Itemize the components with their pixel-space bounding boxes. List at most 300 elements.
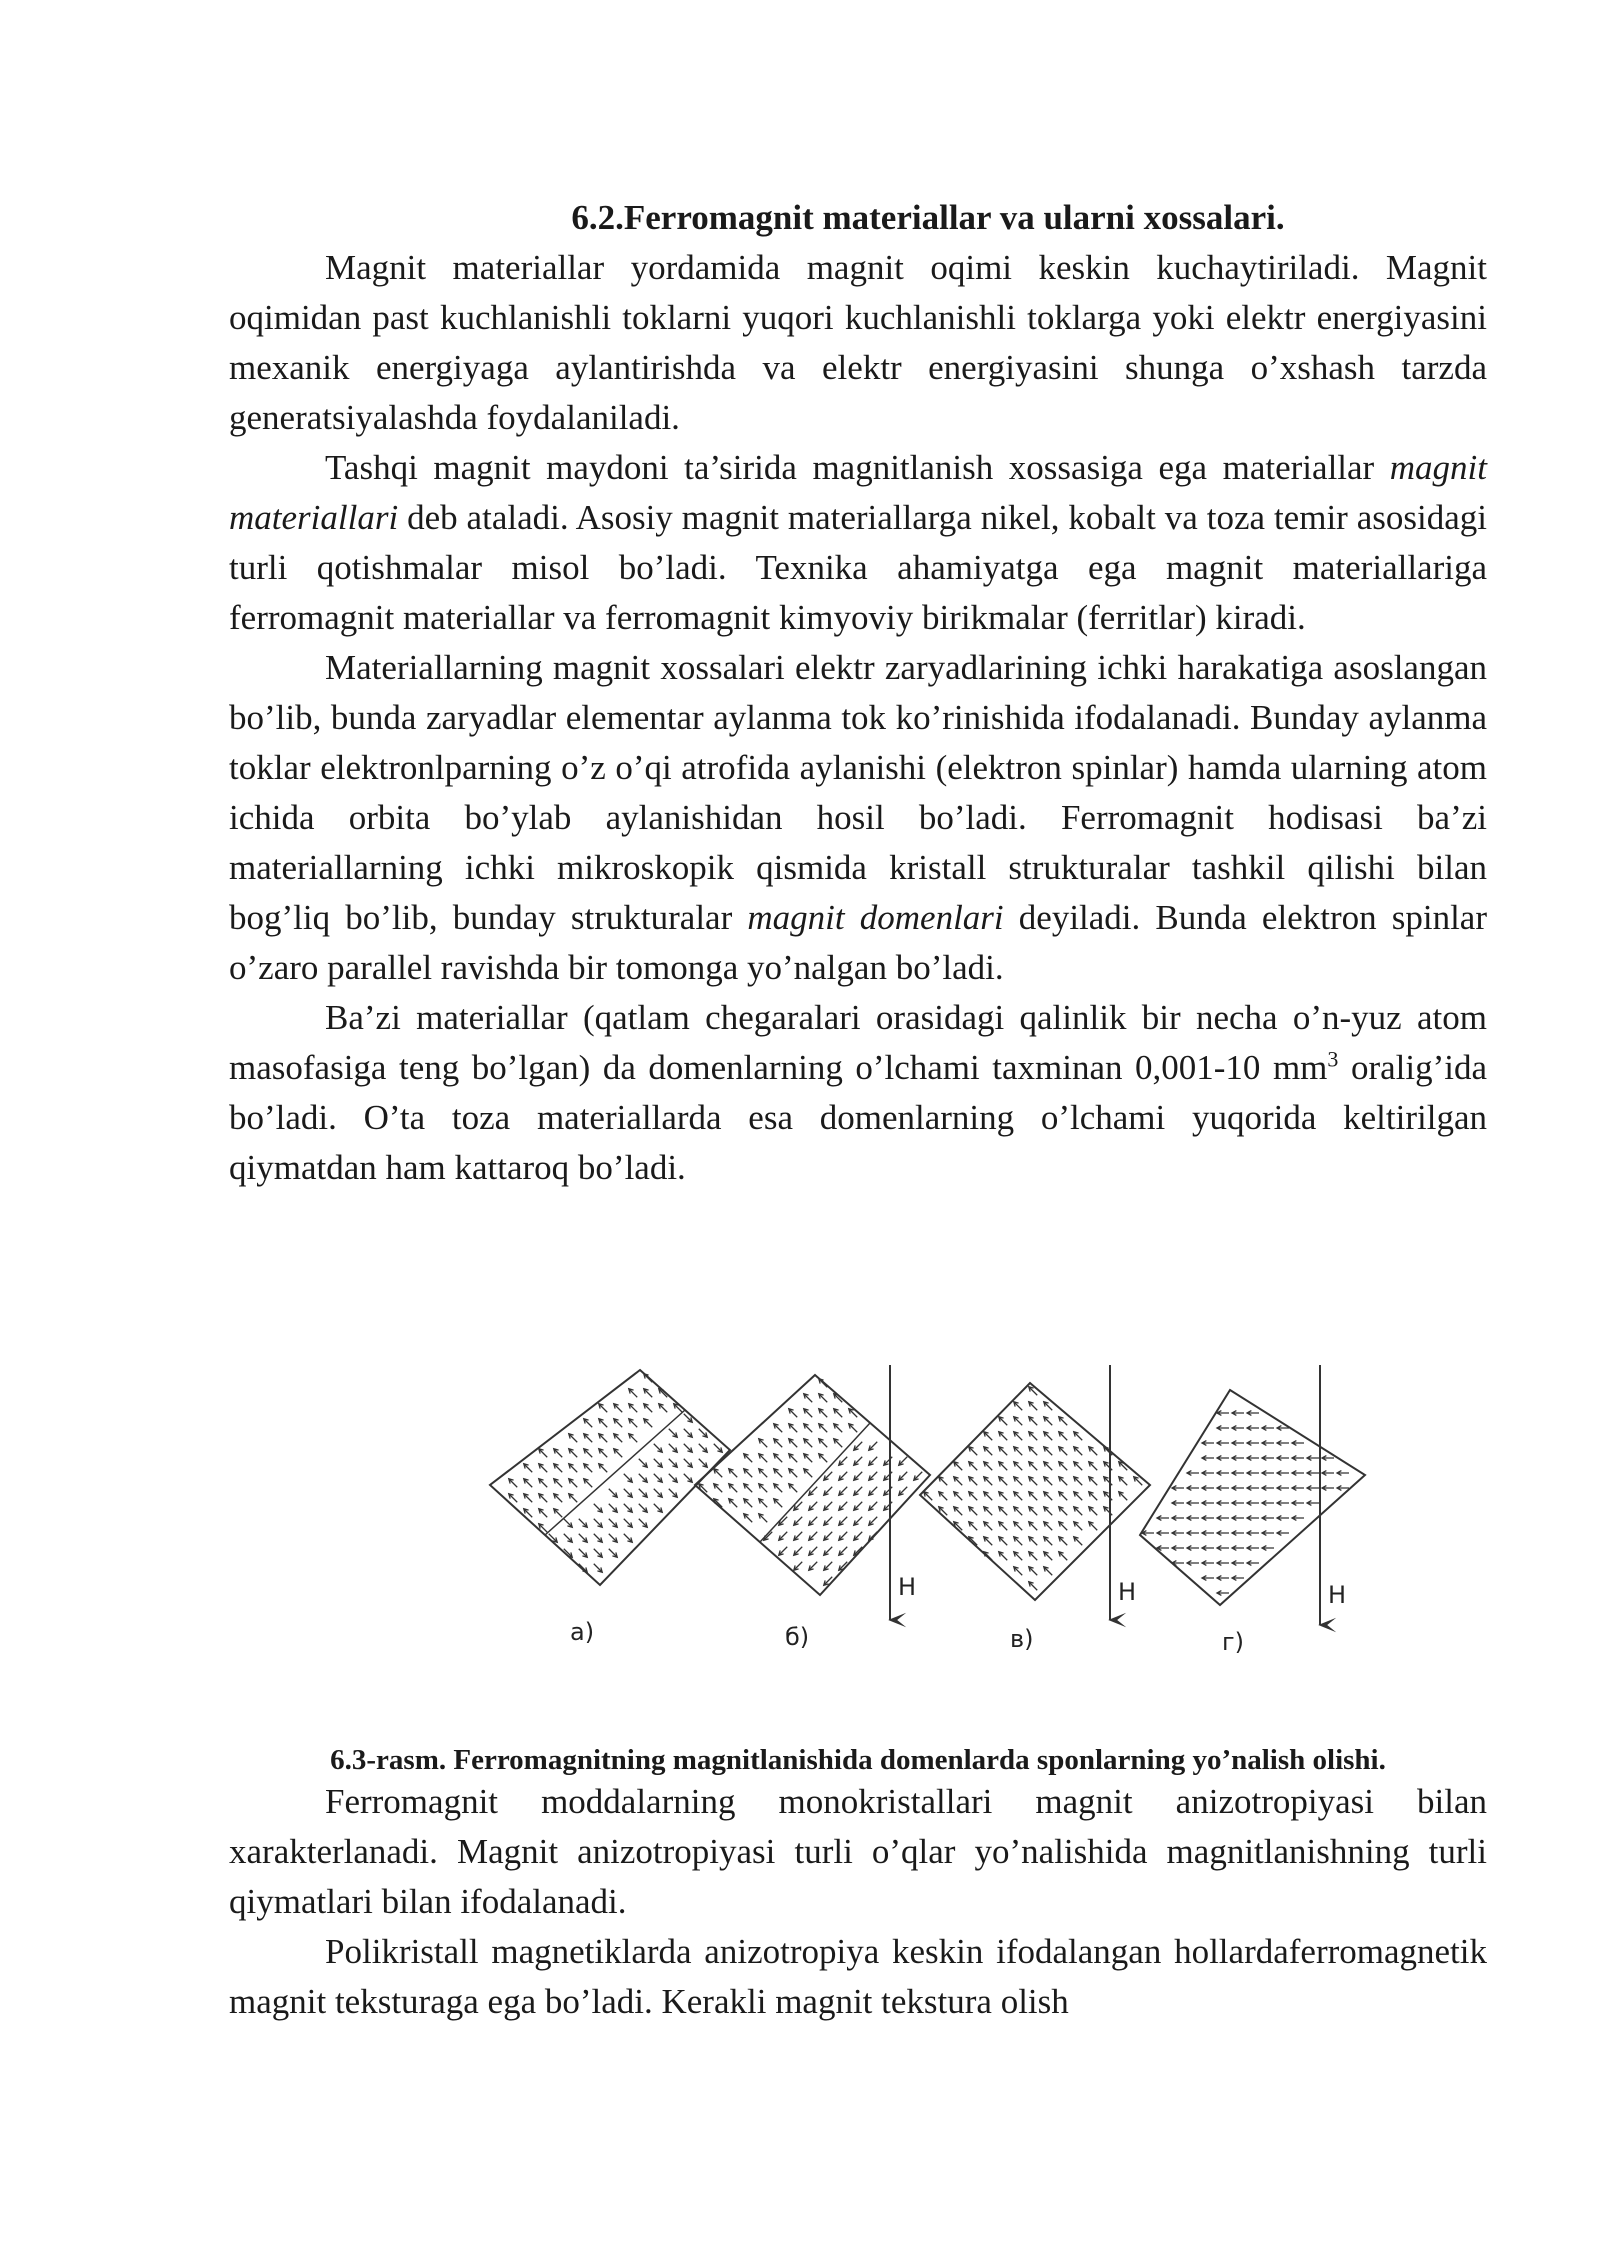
crystal-outline-d: [1140, 1390, 1365, 1605]
spin-arrow: [789, 1484, 797, 1492]
spin-arrow: [744, 1469, 752, 1477]
domain-arrows-d: [1142, 1411, 1349, 1596]
spin-arrow: [869, 1457, 877, 1465]
spin-arrow: [804, 1439, 812, 1447]
spin-arrow: [1187, 1546, 1199, 1551]
spin-arrow: [609, 1519, 617, 1527]
spin-arrow: [1014, 1402, 1022, 1410]
spin-arrow: [1277, 1441, 1289, 1446]
text-block-bottom: [229, 1777, 1487, 2027]
spin-arrow: [1277, 1486, 1289, 1491]
spin-arrow: [1029, 1402, 1037, 1410]
spin-arrow: [1247, 1471, 1259, 1476]
spin-arrow: [579, 1534, 587, 1542]
spin-arrow: [789, 1469, 797, 1477]
spin-arrow: [1029, 1582, 1037, 1590]
spin-arrow: [1074, 1447, 1082, 1455]
spin-arrow: [1044, 1432, 1052, 1440]
spin-arrow: [1029, 1552, 1037, 1560]
spin-arrow: [1277, 1531, 1289, 1536]
spin-arrow: [549, 1534, 557, 1542]
spin-arrow: [594, 1534, 602, 1542]
spin-arrow: [774, 1484, 782, 1492]
spin-arrow: [1277, 1501, 1289, 1506]
spin-arrow: [984, 1432, 992, 1440]
spin-arrow: [1292, 1516, 1304, 1521]
spin-arrow: [1089, 1462, 1097, 1470]
spin-arrow: [1029, 1462, 1037, 1470]
spin-arrow: [1014, 1447, 1022, 1455]
spin-arrow: [524, 1494, 532, 1502]
spin-arrow: [539, 1509, 547, 1517]
spin-arrow: [524, 1479, 532, 1487]
spin-arrow: [999, 1552, 1007, 1560]
spin-arrow: [1172, 1516, 1184, 1521]
spin-arrow: [639, 1474, 647, 1482]
spin-arrow: [824, 1517, 832, 1525]
spin-arrow: [1044, 1417, 1052, 1425]
spin-arrow: [1119, 1492, 1127, 1500]
spin-arrow: [584, 1434, 592, 1442]
spin-arrow: [1217, 1576, 1229, 1581]
text-block-top: [229, 243, 1487, 1193]
spin-arrow: [854, 1502, 862, 1510]
spin-arrow: [824, 1487, 832, 1495]
spin-arrow: [1074, 1492, 1082, 1500]
spin-arrow: [639, 1519, 647, 1527]
spin-arrow: [834, 1409, 842, 1417]
label-b: б): [785, 1623, 810, 1651]
spin-arrow: [1059, 1522, 1067, 1530]
spin-arrow: [1014, 1432, 1022, 1440]
spin-arrow: [669, 1429, 677, 1437]
spin-arrow: [1074, 1432, 1082, 1440]
spin-arrow: [1232, 1546, 1244, 1551]
spin-arrow: [654, 1459, 662, 1467]
spin-arrow: [1014, 1507, 1022, 1515]
spin-arrow: [614, 1419, 622, 1427]
spin-arrow: [584, 1449, 592, 1457]
paragraph-4: [229, 993, 1487, 1193]
spin-arrow: [509, 1494, 517, 1502]
spin-arrow: [804, 1424, 812, 1432]
spin-arrow: [1014, 1567, 1022, 1575]
spin-arrow: [1157, 1516, 1169, 1521]
paragraph-3: [229, 643, 1487, 993]
spin-arrow: [1202, 1531, 1214, 1536]
spin-arrow: [1014, 1417, 1022, 1425]
spin-arrow: [1074, 1507, 1082, 1515]
spin-arrow: [729, 1469, 737, 1477]
spin-arrow: [899, 1487, 907, 1495]
spin-arrow: [554, 1449, 562, 1457]
spin-arrow: [774, 1499, 782, 1507]
spin-arrow: [999, 1432, 1007, 1440]
spin-arrow: [1307, 1456, 1319, 1461]
spin-arrow: [939, 1477, 947, 1485]
spin-arrow: [509, 1479, 517, 1487]
spin-arrow: [1277, 1516, 1289, 1521]
spin-arrow: [1262, 1426, 1274, 1431]
spin-arrow: [554, 1509, 562, 1517]
spin-arrow: [969, 1462, 977, 1470]
spin-arrow: [584, 1479, 592, 1487]
spin-arrow: [1059, 1447, 1067, 1455]
spin-arrow: [1187, 1561, 1199, 1566]
section-heading: 6.2.Ferromagnit materiallar va ularni xossalari.: [571, 198, 1285, 237]
spin-arrow: [539, 1479, 547, 1487]
spin-arrow: [1292, 1471, 1304, 1476]
field-label-c: H: [1118, 1578, 1137, 1606]
spin-arrow: [999, 1507, 1007, 1515]
spin-arrow: [539, 1494, 547, 1502]
spin-arrow: [1172, 1546, 1184, 1551]
spin-arrow: [819, 1409, 827, 1417]
spin-arrow: [1202, 1456, 1214, 1461]
spin-arrow: [1029, 1567, 1037, 1575]
spin-arrow: [839, 1517, 847, 1525]
spin-arrow: [984, 1522, 992, 1530]
spin-arrow: [1044, 1567, 1052, 1575]
field-label-d: H: [1328, 1581, 1347, 1609]
domain-arrows-b1: [699, 1379, 857, 1522]
spin-arrow: [1202, 1516, 1214, 1521]
spin-arrow: [1059, 1432, 1067, 1440]
spin-arrow: [684, 1459, 692, 1467]
spin-arrow: [1247, 1456, 1259, 1461]
domain-arrows-a1: [509, 1374, 682, 1532]
spin-arrow: [579, 1519, 587, 1527]
spin-arrow: [599, 1464, 607, 1472]
spin-arrow: [854, 1487, 862, 1495]
spin-arrow: [1044, 1447, 1052, 1455]
spin-arrow: [554, 1494, 562, 1502]
spin-arrow: [1014, 1552, 1022, 1560]
spin-arrow: [1232, 1426, 1244, 1431]
spin-arrow: [869, 1472, 877, 1480]
spin-arrow: [999, 1492, 1007, 1500]
spin-arrow: [699, 1444, 707, 1452]
spin-arrow: [914, 1472, 922, 1480]
spin-arrow: [1277, 1456, 1289, 1461]
spin-arrow: [599, 1434, 607, 1442]
spin-arrow: [1232, 1516, 1244, 1521]
spin-arrow: [1217, 1561, 1229, 1566]
spin-arrow: [1029, 1492, 1037, 1500]
diagram-c: [920, 1365, 1150, 1653]
spin-arrow: [644, 1389, 652, 1397]
spin-arrow: [1029, 1507, 1037, 1515]
spin-arrow: [624, 1504, 632, 1512]
spin-arrow: [684, 1429, 692, 1437]
spin-arrow: [629, 1434, 637, 1442]
spin-arrow: [1014, 1462, 1022, 1470]
spin-arrow: [824, 1502, 832, 1510]
spin-arrow: [779, 1547, 787, 1555]
domain-arrows-b2: [764, 1442, 922, 1585]
spin-arrow: [564, 1519, 572, 1527]
paragraph-3-end: deyiladi. Bunda elektron spinlar o’zaro parallel ravishda bir tomonga yo’nalgan bo’ladi.: [229, 898, 1487, 987]
spin-arrow: [1119, 1477, 1127, 1485]
spin-arrow: [1044, 1522, 1052, 1530]
spin-arrow: [809, 1532, 817, 1540]
spin-arrow: [1089, 1477, 1097, 1485]
spin-arrow: [1202, 1486, 1214, 1491]
spin-arrow: [759, 1469, 767, 1477]
field-label-b: H: [898, 1573, 917, 1601]
spin-arrow: [869, 1502, 877, 1510]
spin-arrow: [819, 1424, 827, 1432]
spin-arrow: [644, 1374, 652, 1382]
spin-arrow: [869, 1532, 877, 1540]
spin-arrow: [594, 1504, 602, 1512]
spin-arrow: [759, 1454, 767, 1462]
paragraph-2: [229, 443, 1487, 643]
spin-arrow: [819, 1394, 827, 1402]
spin-arrow: [714, 1484, 722, 1492]
spin-arrow: [554, 1479, 562, 1487]
spin-arrow: [1029, 1537, 1037, 1545]
spin-arrow: [714, 1469, 722, 1477]
spin-arrow: [984, 1552, 992, 1560]
spin-arrow: [834, 1424, 842, 1432]
spin-arrow: [1014, 1537, 1022, 1545]
spin-arrow: [1322, 1456, 1334, 1461]
diagram-a: [490, 1370, 730, 1646]
spin-arrow: [969, 1477, 977, 1485]
spin-arrow: [1059, 1537, 1067, 1545]
spin-arrow: [954, 1492, 962, 1500]
spin-arrow: [594, 1549, 602, 1557]
spin-arrow: [609, 1489, 617, 1497]
spin-arrow: [1059, 1477, 1067, 1485]
spin-arrow: [1202, 1501, 1214, 1506]
spin-arrow: [1292, 1456, 1304, 1461]
spin-arrow: [744, 1514, 752, 1522]
spin-arrow: [824, 1547, 832, 1555]
spin-arrow: [839, 1547, 847, 1555]
spin-arrow: [699, 1459, 707, 1467]
label-d: г): [1222, 1628, 1244, 1656]
spin-arrow: [999, 1537, 1007, 1545]
spin-arrow: [584, 1464, 592, 1472]
spin-arrow: [1217, 1486, 1229, 1491]
spin-arrow: [794, 1562, 802, 1570]
spin-arrow: [644, 1419, 652, 1427]
spin-arrow: [539, 1464, 547, 1472]
spin-arrow: [639, 1489, 647, 1497]
spin-arrow: [1142, 1531, 1154, 1536]
spin-arrow: [999, 1522, 1007, 1530]
spin-arrow: [899, 1457, 907, 1465]
spin-arrow: [654, 1489, 662, 1497]
spin-arrow: [564, 1534, 572, 1542]
spin-arrow: [1202, 1441, 1214, 1446]
spin-arrow: [999, 1447, 1007, 1455]
spin-arrow: [789, 1409, 797, 1417]
spin-arrow: [684, 1474, 692, 1482]
spin-arrow: [1217, 1471, 1229, 1476]
spin-arrow: [1247, 1531, 1259, 1536]
spin-arrow: [1217, 1531, 1229, 1536]
spin-arrow: [869, 1517, 877, 1525]
spin-arrow: [819, 1454, 827, 1462]
spin-arrow: [524, 1464, 532, 1472]
domain-diagram: [470, 1365, 1390, 1695]
spin-arrow: [839, 1532, 847, 1540]
spin-arrow: [1232, 1561, 1244, 1566]
spin-arrow: [809, 1547, 817, 1555]
spin-arrow: [714, 1444, 722, 1452]
spin-arrow: [1292, 1486, 1304, 1491]
spin-arrow: [824, 1532, 832, 1540]
spin-arrow: [984, 1477, 992, 1485]
spin-arrow: [984, 1492, 992, 1500]
spin-arrow: [839, 1457, 847, 1465]
paragraph-6: Polikristall magnetiklarda anizotropiya keskin ifodalangan hollardaferromagnetik magnit teksturaga ega bo’ladi. Kerakli magnit tekstura olish: [229, 1932, 1487, 2021]
spin-arrow: [1232, 1471, 1244, 1476]
spin-arrow: [1187, 1531, 1199, 1536]
spin-arrow: [759, 1514, 767, 1522]
spin-arrow: [669, 1489, 677, 1497]
spin-arrow: [854, 1472, 862, 1480]
spin-arrow: [1262, 1456, 1274, 1461]
spin-arrow: [569, 1479, 577, 1487]
spin-arrow: [759, 1439, 767, 1447]
spin-arrow: [1089, 1507, 1097, 1515]
spin-arrow: [1262, 1441, 1274, 1446]
spin-arrow: [629, 1404, 637, 1412]
spin-arrow: [609, 1534, 617, 1542]
spin-arrow: [1202, 1471, 1214, 1476]
spin-arrow: [1292, 1501, 1304, 1506]
spin-arrow: [669, 1474, 677, 1482]
spin-arrow: [744, 1499, 752, 1507]
spin-arrow: [1232, 1456, 1244, 1461]
spin-arrow: [1217, 1591, 1229, 1596]
spin-arrow: [609, 1504, 617, 1512]
spin-arrow: [779, 1532, 787, 1540]
spin-arrow: [1029, 1447, 1037, 1455]
domain-wall-a: [545, 1410, 685, 1535]
spin-arrow: [1044, 1492, 1052, 1500]
spin-arrow: [1232, 1411, 1244, 1416]
spin-arrow: [1232, 1501, 1244, 1506]
spin-arrow: [729, 1499, 737, 1507]
spin-arrow: [984, 1537, 992, 1545]
spin-arrow: [1202, 1546, 1214, 1551]
spin-arrow: [774, 1424, 782, 1432]
spin-arrow: [1217, 1501, 1229, 1506]
spin-arrow: [599, 1404, 607, 1412]
spin-arrow: [869, 1487, 877, 1495]
spin-arrow: [1074, 1477, 1082, 1485]
spin-arrow: [1044, 1462, 1052, 1470]
spin-arrow: [614, 1434, 622, 1442]
spin-arrow: [1157, 1546, 1169, 1551]
spin-arrow: [1059, 1552, 1067, 1560]
spin-arrow: [674, 1404, 682, 1412]
term-magnit-materiallari: magnit materiallari: [229, 448, 1487, 537]
spin-arrow: [824, 1562, 832, 1570]
spin-arrow: [1322, 1471, 1334, 1476]
spin-arrow: [1074, 1462, 1082, 1470]
spin-arrow: [774, 1439, 782, 1447]
spin-arrow: [729, 1484, 737, 1492]
spin-arrow: [1247, 1516, 1259, 1521]
spin-arrow: [1262, 1516, 1274, 1521]
spin-arrow: [954, 1507, 962, 1515]
paragraph-1: Magnit materiallar yordamida magnit oqimi keskin kuchaytiriladi. Magnit oqimidan past kuchlanishli toklarni yuqori kuchlanishli toklarga yoki elektr energiyasini mexanik energiyaga aylantirishda va elektr energiyasini shunga o’xshash tarzda generatsiyalashda foydalaniladi.: [229, 248, 1487, 437]
spin-arrow: [654, 1504, 662, 1512]
spin-arrow: [1044, 1552, 1052, 1560]
spin-arrow: [1187, 1486, 1199, 1491]
spin-arrow: [1217, 1411, 1229, 1416]
spin-arrow: [789, 1424, 797, 1432]
spin-arrow: [639, 1504, 647, 1512]
spin-arrow: [854, 1457, 862, 1465]
spin-arrow: [1059, 1462, 1067, 1470]
spin-arrow: [789, 1454, 797, 1462]
spin-arrow: [1247, 1426, 1259, 1431]
spin-arrow: [644, 1404, 652, 1412]
spin-arrow: [1074, 1537, 1082, 1545]
spin-arrow: [869, 1442, 877, 1450]
spin-arrow: [1247, 1441, 1259, 1446]
label-a: а): [570, 1618, 595, 1646]
spin-arrow: [1202, 1576, 1214, 1581]
spin-arrow: [624, 1534, 632, 1542]
spin-arrow: [1232, 1531, 1244, 1536]
spin-arrow: [804, 1454, 812, 1462]
spin-arrow: [984, 1447, 992, 1455]
spin-arrow: [824, 1472, 832, 1480]
spin-arrow: [849, 1424, 857, 1432]
spin-arrow: [839, 1487, 847, 1495]
spin-arrow: [659, 1404, 667, 1412]
spin-arrow: [854, 1532, 862, 1540]
spin-arrow: [1172, 1561, 1184, 1566]
spin-arrow: [969, 1447, 977, 1455]
paragraph-2-end: deb ataladi. Asosiy magnit materiallarga nikel, kobalt va toza temir asosidagi turli qotishmalar misol bo’ladi. Texnika ahamiyatga ega magnit materiallariga ferromagnit materiallar va ferromagnit kimyoviy birikmalar (ferritlar) kiradi.: [229, 498, 1487, 637]
spin-arrow: [1119, 1462, 1127, 1470]
spin-arrow: [969, 1507, 977, 1515]
spin-arrow: [654, 1474, 662, 1482]
spin-arrow: [804, 1394, 812, 1402]
spin-arrow: [854, 1442, 862, 1450]
spin-arrow: [1217, 1456, 1229, 1461]
spin-arrow: [999, 1477, 1007, 1485]
spin-arrow: [669, 1459, 677, 1467]
spin-arrow: [1059, 1417, 1067, 1425]
spin-arrow: [1089, 1522, 1097, 1530]
spin-arrow: [1262, 1501, 1274, 1506]
spin-arrow: [1029, 1417, 1037, 1425]
spin-arrow: [669, 1444, 677, 1452]
spin-arrow: [1172, 1531, 1184, 1536]
spin-arrow: [1277, 1471, 1289, 1476]
spin-arrow: [1217, 1546, 1229, 1551]
spin-arrow: [794, 1547, 802, 1555]
diagram-d: [1140, 1365, 1365, 1656]
spin-arrow: [839, 1472, 847, 1480]
spin-arrow: [744, 1484, 752, 1492]
spin-arrow: [819, 1379, 827, 1387]
spin-arrow: [569, 1464, 577, 1472]
spin-arrow: [554, 1464, 562, 1472]
spin-arrow: [1029, 1477, 1037, 1485]
paragraph-2-start: Tashqi magnit maydoni ta’sirida magnitlanish xossasiga ega materiallar: [325, 448, 1390, 487]
